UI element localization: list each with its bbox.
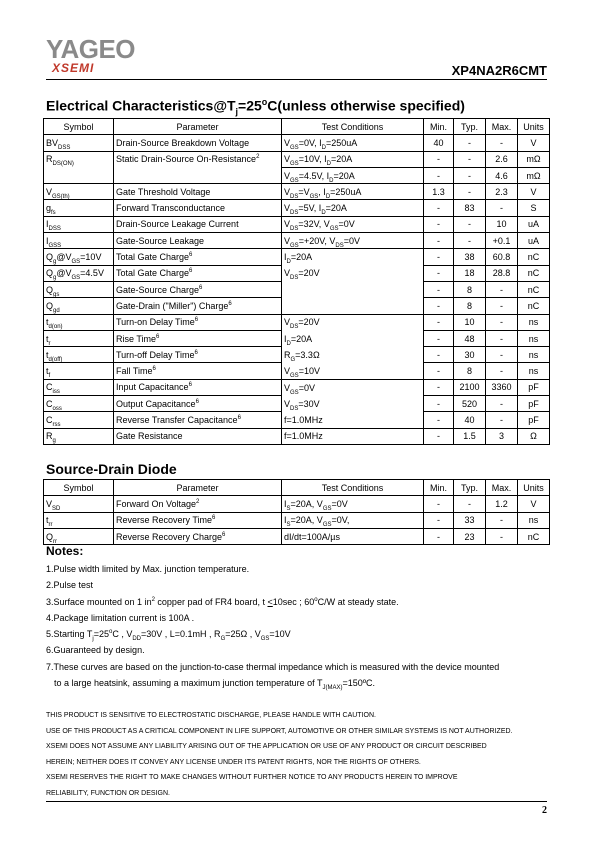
disclaimer-line: XSEMI RESERVES THE RIGHT TO MAKE CHANGES WITHOUT FURTHER NOTICE TO ANY PRODUCTS HEREIN TO IMPROVE: [46, 774, 458, 782]
unit-cell: pF: [518, 379, 550, 395]
table-row: [44, 281, 550, 297]
table-row: [44, 184, 550, 200]
table-row: [44, 135, 550, 151]
parameter-cell: Gate-Source Leakage: [114, 233, 282, 249]
typ-cell: 8: [454, 363, 486, 379]
typ-cell: 38: [454, 249, 486, 265]
min-cell: -: [424, 200, 454, 216]
parameter-cell: Output Capacitance$^6$: [114, 396, 282, 412]
condition-cell: $V_{DS}=32V$, $V_{GS}=0V$: [282, 216, 424, 232]
min-cell: 40: [424, 135, 454, 151]
max-cell: -: [486, 347, 518, 363]
table-row: [44, 233, 550, 249]
condition-cell: $I_S=20A$, $V_{GS}=0V$,: [282, 512, 424, 528]
typ-cell: 8: [454, 298, 486, 314]
header-max: Max.: [486, 480, 518, 496]
unit-cell: ns: [518, 512, 550, 528]
symbol-cell: $Q_{gs}$: [44, 281, 114, 297]
symbol-cell: $g_{fs}$: [44, 200, 114, 216]
table-row: [44, 347, 550, 363]
condition-cell: $V_{DS}=20V$: [282, 314, 424, 330]
table-row: [44, 216, 550, 232]
symbol-cell: $V_{SD}$: [44, 496, 114, 512]
header-symbol: Symbol: [44, 119, 114, 135]
unit-cell: mΩ: [518, 167, 550, 183]
min-cell: -: [424, 298, 454, 314]
typ-cell: 8: [454, 281, 486, 297]
table-row: [44, 249, 550, 265]
condition-cell: $I_S=20A$, $V_{GS}=0V$: [282, 496, 424, 512]
table-header-row: [44, 119, 550, 135]
symbol-cell: $I_{GSS}$: [44, 233, 114, 249]
typ-cell: -: [454, 233, 486, 249]
condition-cell: $V_{GS}=0V$, $I_D=250uA$: [282, 135, 424, 151]
table-row: [44, 265, 550, 281]
parameter-cell: Reverse Recovery Charge$^6$: [114, 528, 282, 544]
table-row: [44, 151, 550, 167]
electrical-characteristics-table: [43, 118, 550, 445]
parameter-cell: Drain-Source Leakage Current: [114, 216, 282, 232]
parameter-cell: Gate-Source Charge$^6$: [114, 281, 282, 297]
unit-cell: V: [518, 184, 550, 200]
condition-cell: $V_{DS}=20V$: [282, 265, 424, 281]
unit-cell: S: [518, 200, 550, 216]
table-row: [44, 379, 550, 395]
table-row: [44, 167, 550, 183]
min-cell: -: [424, 496, 454, 512]
typ-cell: 1.5: [454, 428, 486, 444]
max-cell: -: [486, 396, 518, 412]
max-cell: 28.8: [486, 265, 518, 281]
condition-cell: $I_D=20A$: [282, 330, 424, 346]
disclaimer-line: XSEMI DOES NOT ASSUME ANY LIABILITY ARISING OUT OF THE APPLICATION OR USE OF ANY PRODUCT OR CIRCUIT DESCRIBED: [46, 743, 487, 751]
typ-cell: -: [454, 216, 486, 232]
note-item: 2.Pulse test: [46, 580, 94, 591]
typ-cell: 30: [454, 347, 486, 363]
typ-cell: 10: [454, 314, 486, 330]
symbol-cell: $BV_{DSS}$: [44, 135, 114, 151]
min-cell: -: [424, 151, 454, 167]
typ-cell: 18: [454, 265, 486, 281]
unit-cell: pF: [518, 396, 550, 412]
disclaimer-block: [46, 708, 556, 802]
max-cell: 60.8: [486, 249, 518, 265]
unit-cell: ns: [518, 330, 550, 346]
note-item: 5.Starting $T_j=25^oC$ , $V_{DD}=30V$ , L=0.1mH , $R_G=25\Omega$ , $V_{GS}=10V$: [46, 629, 291, 642]
symbol-cell: $C_{oss}$: [44, 396, 114, 412]
condition-cell: $V_{GS}=10V$, $I_D=20A$: [282, 151, 424, 167]
symbol-cell: $t_{d(on)}$: [44, 314, 114, 330]
min-cell: -: [424, 249, 454, 265]
max-cell: 2.6: [486, 151, 518, 167]
condition-cell: f=1.0MHz: [282, 428, 424, 444]
unit-cell: ns: [518, 314, 550, 330]
max-cell: -: [486, 314, 518, 330]
unit-cell: nC: [518, 265, 550, 281]
unit-cell: nC: [518, 249, 550, 265]
typ-cell: -: [454, 151, 486, 167]
page-number: 2: [542, 805, 547, 816]
min-cell: -: [424, 281, 454, 297]
parameter-cell: Reverse Transfer Capacitance$^6$: [114, 412, 282, 428]
table-row: [44, 363, 550, 379]
typ-cell: -: [454, 135, 486, 151]
max-cell: +0.1: [486, 233, 518, 249]
symbol-cell: $Q_{rr}$: [44, 528, 114, 544]
note-item: 7.These curves are based on the junction-to-case thermal impedance which is measured with the device mounted: [46, 661, 500, 672]
parameter-cell: Total Gate Charge$^6$: [114, 265, 282, 281]
symbol-cell: $V_{GS(th)}$: [44, 184, 114, 200]
max-cell: 3360: [486, 379, 518, 395]
parameter-cell: Input Capacitance$^6$: [114, 379, 282, 395]
table-row: [44, 528, 550, 544]
condition-cell: $V_{DS}=V_{GS}$, $I_D=250uA$: [282, 184, 424, 200]
note-item-continued: to a large heatsink, assuming a maximum junction temperature of $T_{J(MAX)}=150ºC$.: [54, 678, 376, 691]
symbol-cell: $t_{d(off)}$: [44, 347, 114, 363]
symbol-cell: $t_f$: [44, 363, 114, 379]
condition-cell: $V_{DS}=30V$: [282, 396, 424, 412]
max-cell: -: [486, 200, 518, 216]
unit-cell: nC: [518, 281, 550, 297]
header-parameter: Parameter: [114, 119, 282, 135]
header-symbol: Symbol: [44, 480, 114, 496]
unit-cell: uA: [518, 216, 550, 232]
source-drain-diode-title: Source-Drain Diode: [46, 461, 177, 477]
note-item: 6.Guaranteed by design.: [46, 645, 145, 656]
table-row: [44, 200, 550, 216]
condition-cell: [282, 281, 424, 297]
header-max: Max.: [486, 119, 518, 135]
parameter-cell: Static Drain-Source On-Resistance$^2$: [114, 151, 282, 167]
note-item: 4.Package limitation current is 100A .: [46, 612, 195, 623]
typ-cell: -: [454, 496, 486, 512]
max-cell: 3: [486, 428, 518, 444]
condition-cell: $V_{GS}=+20V$, $V_{DS}=0V$: [282, 233, 424, 249]
header-min: Min.: [424, 480, 454, 496]
typ-cell: 23: [454, 528, 486, 544]
header-typ: Typ.: [454, 480, 486, 496]
unit-cell: V: [518, 496, 550, 512]
header-units: Units: [518, 480, 550, 496]
header-min: Min.: [424, 119, 454, 135]
max-cell: 4.6: [486, 167, 518, 183]
min-cell: -: [424, 379, 454, 395]
symbol-cell: $Q_g@V_{GS}=4.5V$: [44, 265, 114, 281]
symbol-cell: [44, 167, 114, 183]
min-cell: -: [424, 363, 454, 379]
symbol-cell: $I_{DSS}$: [44, 216, 114, 232]
parameter-cell: Reverse Recovery Time$^6$: [114, 512, 282, 528]
typ-cell: 40: [454, 412, 486, 428]
table-row: [44, 298, 550, 314]
unit-cell: pF: [518, 412, 550, 428]
min-cell: -: [424, 314, 454, 330]
header-parameter: Parameter: [114, 480, 282, 496]
typ-cell: -: [454, 184, 486, 200]
condition-cell: dI/dt=100A/µs: [282, 528, 424, 544]
min-cell: -: [424, 428, 454, 444]
part-number: XP4NA2R6CMT: [451, 63, 547, 78]
condition-cell: $I_D=20A$: [282, 249, 424, 265]
unit-cell: nC: [518, 298, 550, 314]
typ-cell: -: [454, 167, 486, 183]
min-cell: -: [424, 347, 454, 363]
parameter-cell: Turn-on Delay Time$^6$: [114, 314, 282, 330]
typ-cell: 48: [454, 330, 486, 346]
table-row: [44, 330, 550, 346]
symbol-cell: $R_{DS(ON)}$: [44, 151, 114, 167]
electrical-characteristics-title: Electrical $Characteristics@T_j=25^oC(unless$ otherwise specified): [46, 97, 465, 117]
table-row: [44, 428, 550, 444]
condition-cell: [282, 298, 424, 314]
header-units: Units: [518, 119, 550, 135]
disclaimer-line: RELIABILITY, FUNCTION OR DESIGN.: [46, 789, 170, 797]
unit-cell: ns: [518, 347, 550, 363]
symbol-cell: $Q_g@V_{GS}=10V$: [44, 249, 114, 265]
min-cell: -: [424, 512, 454, 528]
min-cell: -: [424, 216, 454, 232]
parameter-cell: Gate-Drain ("Miller") Charge$^6$: [114, 298, 282, 314]
typ-cell: 2100: [454, 379, 486, 395]
max-cell: 10: [486, 216, 518, 232]
min-cell: -: [424, 233, 454, 249]
notes-title: Notes:: [46, 544, 84, 558]
min-cell: -: [424, 167, 454, 183]
max-cell: -: [486, 512, 518, 528]
footer-divider: [46, 801, 547, 802]
typ-cell: 33: [454, 512, 486, 528]
company-logo: [46, 36, 156, 76]
parameter-cell: Forward On Voltage$^2$: [114, 496, 282, 512]
source-drain-diode-table: [43, 479, 550, 545]
parameter-cell: [114, 167, 282, 183]
min-cell: -: [424, 412, 454, 428]
logo-main-text: YAGEO: [46, 34, 136, 64]
parameter-cell: Total Gate Charge$^6$: [114, 249, 282, 265]
table-row: [44, 496, 550, 512]
max-cell: -: [486, 412, 518, 428]
header-test-conditions: Test Conditions: [282, 119, 424, 135]
condition-cell: $V_{GS}=4.5V$, $I_D=20A$: [282, 167, 424, 183]
max-cell: -: [486, 528, 518, 544]
header-divider: [46, 79, 547, 80]
table-header-row: [44, 480, 550, 496]
condition-cell: $V_{GS}=0V$: [282, 379, 424, 395]
parameter-cell: Drain-Source Breakdown Voltage: [114, 135, 282, 151]
typ-cell: 520: [454, 396, 486, 412]
typ-cell: 83: [454, 200, 486, 216]
unit-cell: mΩ: [518, 151, 550, 167]
table-row: [44, 412, 550, 428]
condition-cell: $R_G=3.3\Omega$: [282, 347, 424, 363]
symbol-cell: $C_{iss}$: [44, 379, 114, 395]
condition-cell: $V_{DS}=5V$, $I_D=20A$: [282, 200, 424, 216]
max-cell: -: [486, 298, 518, 314]
symbol-cell: $t_r$: [44, 330, 114, 346]
unit-cell: uA: [518, 233, 550, 249]
parameter-cell: Turn-off Delay Time$^6$: [114, 347, 282, 363]
min-cell: -: [424, 330, 454, 346]
condition-cell: f=1.0MHz: [282, 412, 424, 428]
symbol-cell: $t_{rr}$: [44, 512, 114, 528]
unit-cell: Ω: [518, 428, 550, 444]
unit-cell: nC: [518, 528, 550, 544]
parameter-cell: Rise Time$^6$: [114, 330, 282, 346]
header-test-conditions: Test Conditions: [282, 480, 424, 496]
max-cell: 1.2: [486, 496, 518, 512]
symbol-cell: $R_g$: [44, 428, 114, 444]
parameter-cell: Gate Resistance: [114, 428, 282, 444]
max-cell: -: [486, 363, 518, 379]
min-cell: -: [424, 528, 454, 544]
unit-cell: ns: [518, 363, 550, 379]
unit-cell: V: [518, 135, 550, 151]
condition-cell: $V_{GS}=10V$: [282, 363, 424, 379]
notes-list: [46, 561, 556, 691]
note-item: 3.Surface mounted on 1 $in^2$ copper pad of FR4 board, t <10sec ; 60$^o$C/W at steady state.: [46, 596, 399, 607]
note-item: 1.Pulse width limited by Max. junction temperature.: [46, 564, 250, 574]
max-cell: -: [486, 330, 518, 346]
disclaimer-line: HEREIN; NEITHER DOES IT CONVEY ANY LICENSE UNDER ITS PATENT RIGHTS, NOR THE RIGHTS OF OTHERS.: [46, 758, 421, 766]
parameter-cell: Forward Transconductance: [114, 200, 282, 216]
max-cell: -: [486, 281, 518, 297]
header-typ: Typ.: [454, 119, 486, 135]
symbol-cell: $Q_{gd}$: [44, 298, 114, 314]
parameter-cell: Fall Time$^6$: [114, 363, 282, 379]
logo-sub-text: XSEMI: [52, 61, 95, 75]
disclaimer-line: THIS PRODUCT IS SENSITIVE TO ELECTROSTATIC DISCHARGE, PLEASE HANDLE WITH CAUTION.: [46, 712, 376, 719]
min-cell: -: [424, 265, 454, 281]
max-cell: 2.3: [486, 184, 518, 200]
table-row: [44, 314, 550, 330]
parameter-cell: Gate Threshold Voltage: [114, 184, 282, 200]
min-cell: -: [424, 396, 454, 412]
disclaimer-line: USE OF THIS PRODUCT AS A CRITICAL COMPONENT IN LIFE SUPPORT, AUTOMOTIVE OR OTHER SIMILAR SYSTEMS IS NOT AUTHORIZED.: [46, 727, 513, 735]
min-cell: 1.3: [424, 184, 454, 200]
max-cell: -: [486, 135, 518, 151]
table-row: [44, 396, 550, 412]
symbol-cell: $C_{rss}$: [44, 412, 114, 428]
table-row: [44, 512, 550, 528]
